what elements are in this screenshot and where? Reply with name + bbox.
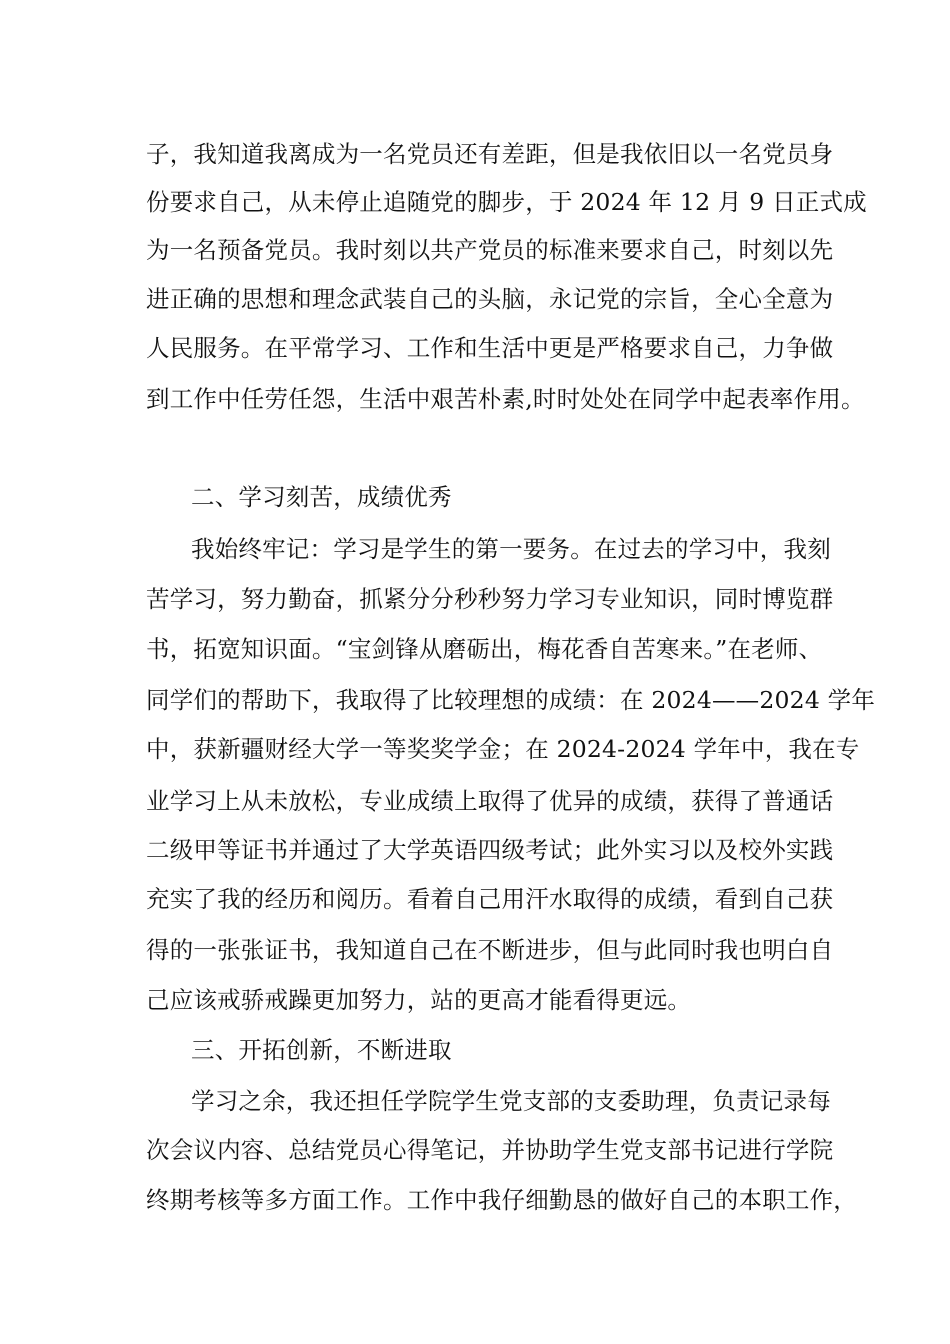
paragraph-2-line-8: 充实了我的经历和阅历。看着自己用汗水取得的成绩，看到自己获	[146, 885, 834, 913]
paragraph-2-line-7: 二级甲等证书并通过了大学英语四级考试；此外实习以及校外实践	[146, 836, 834, 864]
paragraph-2-line-1: 我始终牢记：学习是学生的第一要务。在过去的学习中，我刻	[191, 535, 831, 563]
paragraph-2-line-6: 业学习上从未放松，专业成绩上取得了优异的成绩，获得了普通话	[146, 787, 834, 815]
paragraph-2-line-2: 苦学习，努力勤奋，抓紧分分秒秒努力学习专业知识，同时博览群	[146, 585, 834, 613]
paragraph-1-line-6: 到工作中任劳任怨，生活中艰苦朴素,时时处处在同学中起表率作用。	[146, 385, 865, 413]
paragraph-2-line-3: 书，拓宽知识面。“宝剑锋从磨砺出，梅花香自苦寒来。”在老师、	[146, 635, 823, 663]
paragraph-3-line-1: 学习之余，我还担任学院学生党支部的支委助理，负责记录每	[191, 1087, 831, 1115]
paragraph-3-line-3: 终期考核等多方面工作。工作中我仔细勤恳的做好自己的本职工作，	[146, 1186, 857, 1214]
section-heading-2: 二、学习刻苦，成绩优秀	[191, 483, 452, 511]
paragraph-1-line-3: 为一名预备党员。我时刻以共产党员的标准来要求自己，时刻以先	[146, 236, 834, 264]
paragraph-2-line-10: 己应该戒骄戒躁更加努力，站的更高才能看得更远。	[146, 986, 692, 1014]
paragraph-2-line-4: 同学们的帮助下，我取得了比较理想的成绩：在 2024——2024 学年	[146, 686, 876, 714]
paragraph-2-line-5: 中，获新疆财经大学一等奖奖学金；在 2024-2024 学年中，我在专	[146, 735, 860, 763]
paragraph-2-line-9: 得的一张张证书，我知道自己在不断进步，但与此同时我也明白自	[146, 936, 834, 964]
paragraph-3-line-2: 次会议内容、总结党员心得笔记，并协助学生党支部书记进行学院	[146, 1136, 834, 1164]
paragraph-1-line-1: 子，我知道我离成为一名党员还有差距，但是我依旧以一名党员身	[146, 140, 834, 168]
paragraph-1-line-4: 进正确的思想和理念武装自己的头脑，永记党的宗旨，全心全意为	[146, 285, 834, 313]
paragraph-1-line-5: 人民服务。在平常学习、工作和生活中更是严格要求自己，力争做	[146, 334, 834, 362]
paragraph-1-line-2: 份要求自己，从未停止追随党的脚步，于 2024 年 12 月 9 日正式成	[146, 188, 867, 216]
section-heading-3: 三、开拓创新，不断进取	[191, 1036, 452, 1064]
